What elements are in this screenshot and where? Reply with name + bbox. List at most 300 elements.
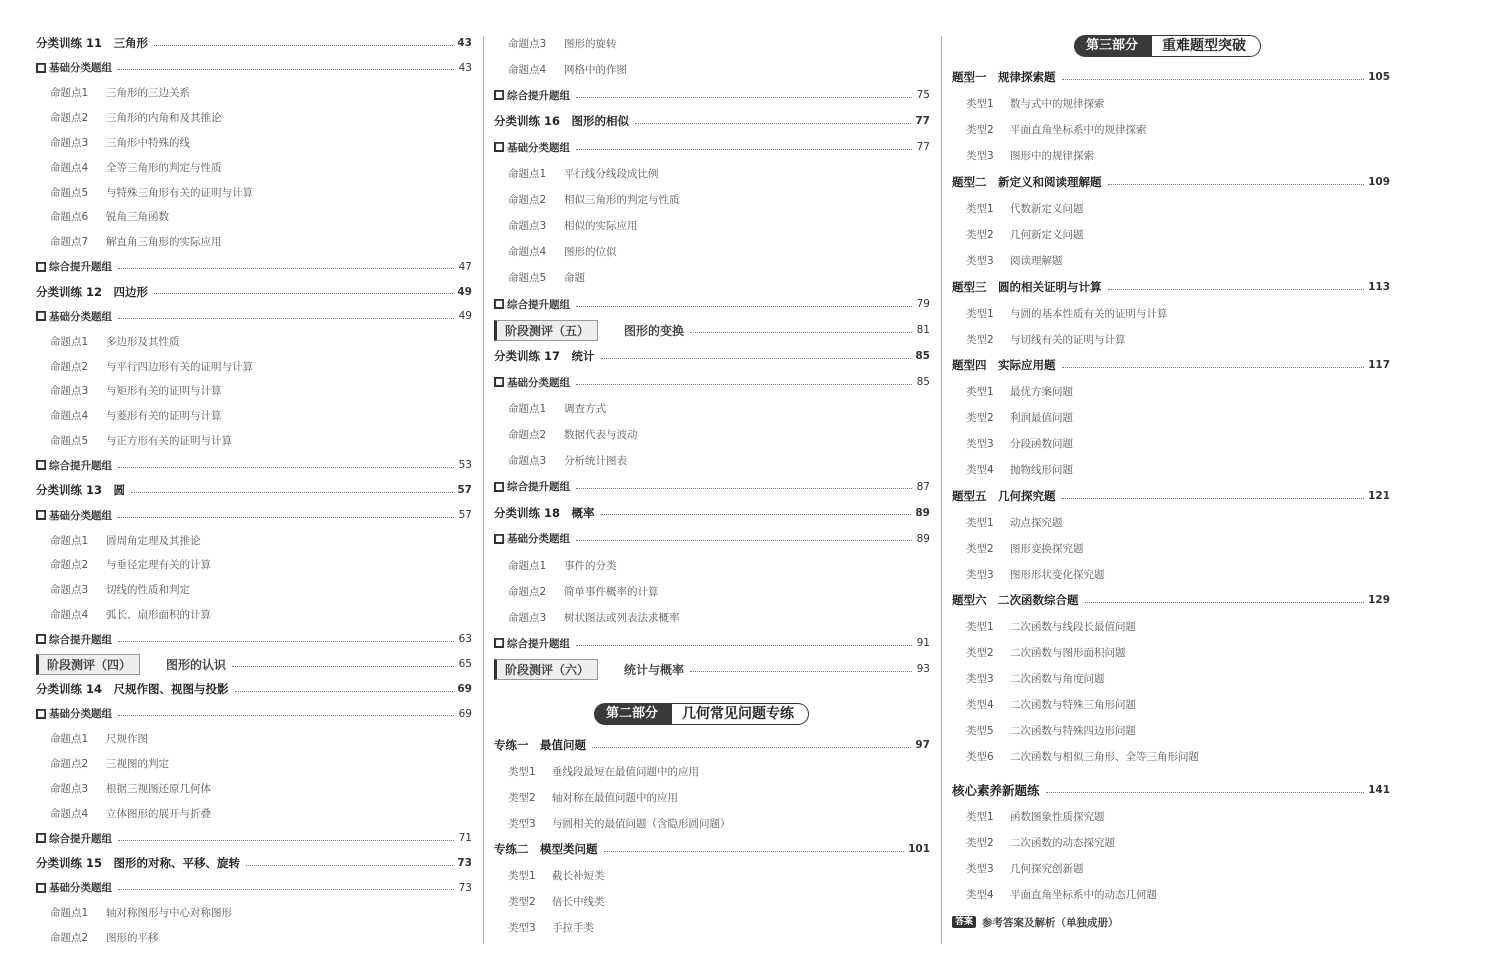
- toc-entry-label: [966, 253, 1063, 268]
- section-banner: [594, 701, 809, 727]
- toc-entry[interactable]: [494, 137, 930, 157]
- toc-entry[interactable]: [36, 207, 472, 227]
- toc-entry-label: [36, 309, 112, 324]
- dot-leader: [118, 840, 454, 841]
- toc-entry[interactable]: [952, 780, 1390, 800]
- toc-entry[interactable]: [952, 459, 1390, 479]
- group-marker-icon: ■: [495, 481, 503, 491]
- group-marker-icon: ■: [37, 634, 45, 644]
- entry-title: 最优方案问题: [1010, 385, 1073, 398]
- toc-entry-label: [508, 868, 605, 883]
- toc-entry[interactable]: [494, 372, 930, 392]
- entry-title: 尺规作图: [106, 733, 148, 746]
- page-number: 85: [915, 350, 930, 363]
- entry-title: 数与式中的规律探索: [1010, 97, 1105, 110]
- dot-leader: [601, 358, 912, 359]
- entry-title: 抛物线形问题: [1010, 463, 1073, 476]
- toc-entry[interactable]: [494, 398, 930, 418]
- toc-entry[interactable]: [494, 477, 930, 497]
- entry-title: 三视图的判定: [106, 758, 169, 771]
- toc-entry[interactable]: [494, 659, 930, 679]
- group-marker-icon: ■: [37, 510, 45, 520]
- toc-entry-label: [494, 348, 595, 364]
- toc-entry-label: [36, 508, 112, 523]
- entry-title: 调查方式: [564, 402, 606, 415]
- toc-entry[interactable]: [36, 431, 472, 451]
- toc-entry[interactable]: [952, 746, 1390, 766]
- toc-entry[interactable]: [36, 754, 472, 774]
- page-number: 93: [916, 663, 930, 676]
- toc-entry[interactable]: [36, 928, 472, 948]
- entry-title: 倍长中线类: [552, 895, 605, 908]
- toc-entry-label: [494, 505, 595, 521]
- toc-entry-label: [50, 806, 211, 821]
- toc-entry-label: [508, 427, 638, 442]
- group-marker-icon: ■: [37, 261, 45, 271]
- toc-entry[interactable]: [952, 119, 1390, 139]
- toc-entry-label: [36, 458, 112, 473]
- toc-entry[interactable]: [36, 33, 472, 53]
- toc-entry[interactable]: [36, 828, 472, 848]
- toc-entry[interactable]: [952, 694, 1390, 714]
- toc-entry[interactable]: [952, 93, 1390, 113]
- group-title: 基础分类题组: [49, 509, 112, 522]
- toc-entry[interactable]: [36, 853, 472, 873]
- section-banner: [1074, 33, 1261, 59]
- toc-entry[interactable]: [952, 172, 1390, 192]
- group-marker-icon: ■: [495, 377, 503, 387]
- entry-code: 命题点2: [50, 932, 89, 945]
- toc-entry-label: [966, 645, 1126, 660]
- toc-entry[interactable]: [952, 668, 1390, 688]
- toc-entry[interactable]: [952, 616, 1390, 636]
- toc-entry[interactable]: [952, 224, 1390, 244]
- toc-entry[interactable]: [494, 813, 930, 833]
- entry-code: 命题点5: [508, 272, 547, 285]
- toc-entry[interactable]: [36, 704, 472, 724]
- dot-leader: [118, 467, 454, 468]
- toc-entry-label: [50, 135, 190, 150]
- toc-entry[interactable]: [36, 505, 472, 525]
- toc-entry-label: [36, 681, 229, 697]
- toc-entry[interactable]: [36, 878, 472, 898]
- toc-entry-label: [36, 284, 148, 300]
- toc-entry-label: [494, 479, 570, 494]
- group-marker-icon: ■: [37, 882, 45, 892]
- dot-leader: [118, 517, 454, 518]
- toc-entry[interactable]: [36, 356, 472, 376]
- dot-leader: [1085, 602, 1365, 603]
- entry-title: 与特殊三角形有关的证明与计算: [106, 186, 253, 199]
- toc-entry-label: [36, 654, 226, 675]
- toc-entry[interactable]: [36, 58, 472, 78]
- entry-title: 专练二 模型类问题: [494, 842, 598, 856]
- entry-title: 根据三视图还原几何体: [106, 783, 211, 795]
- entry-title: 二次函数与特殊三角形问题: [1010, 698, 1136, 711]
- column-divider-right: [941, 36, 942, 944]
- toc-entry[interactable]: [36, 530, 472, 550]
- toc-entry[interactable]: [952, 858, 1390, 878]
- entry-title: 题型三 圆的相关证明与计算: [952, 280, 1102, 294]
- toc-entry[interactable]: [494, 294, 930, 314]
- toc-entry[interactable]: [36, 480, 472, 500]
- toc-entry-label: [508, 62, 627, 77]
- toc-entry[interactable]: [36, 455, 472, 475]
- entry-code: 类型1: [508, 869, 536, 882]
- toc-entry[interactable]: [952, 145, 1390, 165]
- toc-entry[interactable]: [952, 433, 1390, 453]
- entry-title: 树状图法或列表法求概率: [564, 611, 680, 624]
- entry-code: 命题点1: [508, 559, 547, 572]
- toc-entry-label: [966, 410, 1073, 425]
- entry-code: 类型1: [966, 307, 994, 320]
- toc-entry[interactable]: [952, 806, 1390, 826]
- toc-entry[interactable]: [494, 891, 930, 911]
- page-number: 57: [457, 484, 472, 497]
- toc-entry[interactable]: [952, 538, 1390, 558]
- entry-title: 与平行四边形有关的证明与计算: [106, 360, 253, 373]
- toc-entry[interactable]: [952, 884, 1390, 904]
- entry-code: 命题点1: [508, 402, 547, 415]
- entry-code: 类型1: [966, 810, 994, 823]
- toc-entry[interactable]: [952, 590, 1390, 610]
- dot-leader: [1108, 184, 1365, 185]
- toc-entry-label: [36, 482, 125, 498]
- entry-code: 命题点4: [508, 246, 547, 259]
- toc-entry-label: [952, 592, 1079, 608]
- page-number: 109: [1368, 176, 1390, 188]
- page-number: 57: [458, 509, 472, 522]
- page-number: 73: [457, 857, 472, 870]
- entry-code: 类型4: [966, 463, 994, 476]
- group-title: 基础分类题组: [49, 708, 112, 721]
- toc-entry[interactable]: [494, 839, 930, 859]
- entry-title: 弧长、扇形面积的计算: [106, 609, 211, 622]
- entry-title: 分类训练 18 概率: [494, 505, 595, 520]
- dot-leader: [1108, 289, 1365, 290]
- page-number: 85: [916, 376, 930, 389]
- toc-entry[interactable]: [36, 779, 472, 799]
- toc-entry-label: [36, 35, 148, 51]
- toc-entry-label: [952, 279, 1102, 295]
- toc-entry[interactable]: [36, 182, 472, 202]
- entry-title: 与正方形有关的证明与计算: [106, 435, 232, 448]
- toc-entry[interactable]: [494, 242, 930, 262]
- entry-title: 解直角三角形的实际应用: [106, 236, 222, 249]
- toc-entry[interactable]: [494, 787, 930, 807]
- entry-title: 与矩形有关的证明与计算: [106, 385, 222, 398]
- toc-entry[interactable]: [952, 407, 1390, 427]
- toc-entry-label: [508, 192, 680, 207]
- entry-title: 手拉手类: [552, 921, 594, 934]
- toc-entry[interactable]: [36, 83, 472, 103]
- dot-leader: [118, 889, 454, 890]
- toc-entry-label: [50, 209, 169, 224]
- toc-entry[interactable]: [952, 486, 1390, 506]
- entry-title: 图形的平移: [106, 932, 159, 945]
- entry-title: 几何探究创新题: [1010, 862, 1084, 875]
- page-number: 53: [458, 459, 472, 472]
- entry-code: 类型3: [966, 862, 994, 875]
- entry-title: 与菱形有关的证明与计算: [106, 410, 222, 423]
- toc-entry[interactable]: [494, 268, 930, 288]
- entry-code: 类型1: [508, 765, 536, 778]
- page-number: 65: [458, 658, 472, 671]
- entry-code: 类型2: [966, 836, 994, 849]
- toc-entry[interactable]: [36, 157, 472, 177]
- toc-entry[interactable]: [494, 917, 930, 937]
- entry-title: 分类训练 16 图形的相似: [494, 114, 630, 129]
- toc-entry[interactable]: [36, 803, 472, 823]
- stage-test-title: 统计与概率: [624, 662, 685, 677]
- toc-entry-label: [508, 166, 659, 181]
- page-number: 71: [458, 832, 472, 845]
- toc-entry[interactable]: [494, 59, 930, 79]
- group-marker-icon: ■: [37, 62, 45, 72]
- toc-entry[interactable]: [36, 108, 472, 128]
- entry-title: 分类训练 11 三角形: [36, 36, 149, 50]
- toc-entry[interactable]: [494, 761, 930, 781]
- toc-entry[interactable]: [36, 406, 472, 426]
- dot-leader: [576, 488, 912, 489]
- toc-entry-label: [966, 515, 1063, 530]
- toc-entry[interactable]: [494, 529, 930, 549]
- page-number: 73: [458, 881, 472, 894]
- toc-entry[interactable]: [952, 912, 1390, 932]
- stage-test-title: 图形的变换: [624, 323, 685, 338]
- toc-entry[interactable]: [952, 277, 1390, 297]
- group-marker-icon: ■: [495, 299, 503, 308]
- toc-entry[interactable]: [494, 33, 930, 53]
- toc-entry-label: [50, 731, 148, 746]
- dot-leader: [118, 268, 454, 269]
- entry-title: 图形变换探究题: [1010, 542, 1084, 555]
- entry-code: 类型3: [966, 568, 994, 581]
- toc-entry[interactable]: [36, 331, 472, 351]
- page-number: 69: [457, 683, 472, 696]
- toc-entry-label: [494, 113, 629, 129]
- entry-code: 命题点2: [508, 429, 547, 441]
- entry-code: 命题点1: [50, 335, 89, 348]
- entry-code: 类型3: [508, 817, 536, 830]
- toc-entry-label: [966, 332, 1126, 347]
- group-marker-icon: ■: [37, 708, 45, 718]
- toc-entry-label: [36, 855, 240, 871]
- toc-entry[interactable]: [36, 605, 472, 625]
- group-marker-icon: ■: [495, 90, 503, 100]
- toc-entry-label: [494, 531, 570, 546]
- entry-code: 类型3: [966, 254, 994, 267]
- toc-entry-label: [952, 781, 1040, 799]
- toc-entry[interactable]: [36, 132, 472, 152]
- toc-entry-label: [494, 737, 586, 753]
- toc-entry-label: [966, 697, 1136, 712]
- entry-code: 类型2: [966, 542, 994, 555]
- section-title: 重难题型突破: [1152, 35, 1261, 57]
- stage-test-title: 图形的认识: [166, 657, 227, 672]
- toc-entry[interactable]: [494, 555, 930, 575]
- toc-entry[interactable]: [952, 329, 1390, 349]
- entry-code: 类型1: [966, 516, 994, 529]
- entry-title: 图形的位似: [564, 246, 617, 259]
- toc-entry-label: [36, 706, 112, 721]
- toc-entry-label: [508, 920, 594, 935]
- toc-entry[interactable]: [36, 257, 472, 277]
- entry-code: 命题点1: [508, 168, 547, 180]
- entry-title: 题型四 实际应用题: [952, 358, 1056, 372]
- toc-entry[interactable]: [952, 720, 1390, 740]
- entry-code: 命题点2: [50, 112, 89, 125]
- toc-entry[interactable]: [494, 633, 930, 653]
- toc-entry[interactable]: [952, 381, 1390, 401]
- group-title: 综合提升题组: [507, 637, 570, 650]
- group-marker-icon: ■: [37, 833, 45, 843]
- entry-code: 命题点7: [50, 236, 89, 249]
- toc-entry[interactable]: [494, 190, 930, 210]
- toc-entry[interactable]: [494, 581, 930, 601]
- page-number: 79: [916, 298, 930, 310]
- toc-entry[interactable]: [494, 216, 930, 236]
- group-title: 基础分类题组: [507, 533, 570, 546]
- toc-entry[interactable]: [952, 642, 1390, 662]
- entry-title: 立体图形的展开与折叠: [106, 807, 211, 820]
- entry-title: 截长补短类: [552, 869, 605, 882]
- toc-entry[interactable]: [494, 425, 930, 445]
- toc-entry-label: [966, 227, 1084, 242]
- toc-entry[interactable]: [36, 629, 472, 649]
- dot-leader: [1046, 792, 1365, 793]
- toc-entry-label: [952, 69, 1056, 85]
- entry-title: 函数图象性质探究题: [1010, 810, 1105, 823]
- page-number: 49: [458, 310, 472, 323]
- toc-entry[interactable]: [494, 85, 930, 105]
- toc-entry[interactable]: [952, 355, 1390, 375]
- dot-leader: [576, 149, 912, 150]
- entry-title: 三角形中特殊的线: [106, 136, 190, 149]
- toc-entry-label: [508, 558, 617, 573]
- toc-entry-label: [50, 383, 222, 398]
- toc-entry[interactable]: [494, 865, 930, 885]
- page-number: 117: [1368, 359, 1390, 371]
- entry-title: 题型一 规律探索题: [952, 70, 1056, 84]
- toc-entry[interactable]: [36, 306, 472, 326]
- entry-title: 分析统计图表: [564, 455, 627, 468]
- dot-leader: [576, 97, 912, 98]
- entry-title: 几何新定义问题: [1010, 228, 1084, 241]
- entry-title: 垂线段最短在最值问题中的应用: [552, 765, 699, 778]
- entry-code: 命题点3: [50, 136, 89, 149]
- entry-code: 类型2: [508, 895, 536, 908]
- group-title: 综合提升题组: [507, 89, 570, 102]
- toc-entry-label: [966, 749, 1199, 764]
- entry-code: 命题点5: [50, 435, 89, 448]
- dot-leader: [690, 332, 912, 333]
- entry-code: 类型3: [508, 921, 536, 934]
- dot-leader: [118, 715, 454, 716]
- group-title: 综合提升题组: [49, 459, 112, 472]
- dot-leader: [576, 306, 912, 307]
- toc-entry[interactable]: [36, 654, 472, 674]
- toc-entry[interactable]: [494, 164, 930, 184]
- toc-entry-label: [50, 582, 190, 597]
- toc-entry[interactable]: [36, 555, 472, 575]
- toc-entry-label: [508, 790, 678, 805]
- toc-entry[interactable]: [952, 512, 1390, 532]
- toc-entry[interactable]: [952, 303, 1390, 323]
- toc-entry[interactable]: [36, 903, 472, 923]
- group-marker-icon: ■: [495, 638, 503, 648]
- page-number: 49: [457, 285, 472, 298]
- stage-test-label: 阶段测评（四）: [36, 654, 140, 675]
- dot-leader: [576, 384, 912, 385]
- toc-entry-label: [36, 880, 112, 895]
- toc-entry[interactable]: [36, 580, 472, 600]
- toc-entry-label: [966, 96, 1105, 111]
- entry-code: 命题点1: [50, 534, 89, 547]
- entry-code: 类型6: [966, 750, 994, 763]
- entry-title: 圆周角定理及其推论: [106, 534, 201, 547]
- toc-entry[interactable]: [36, 282, 472, 302]
- toc-entry[interactable]: [494, 607, 930, 627]
- toc-entry[interactable]: [952, 198, 1390, 218]
- toc-entry-label: [966, 306, 1168, 321]
- toc-entry-label: [966, 887, 1157, 902]
- entry-code: 类型1: [966, 97, 994, 110]
- group-title: 基础分类题组: [507, 376, 570, 389]
- entry-code: 命题点5: [50, 186, 89, 199]
- entry-code: 类型2: [966, 123, 994, 136]
- dot-leader: [131, 492, 453, 493]
- toc-entry[interactable]: [494, 735, 930, 755]
- toc-entry[interactable]: [36, 729, 472, 749]
- entry-title: 二次函数与图形面积问题: [1010, 646, 1126, 659]
- entry-code: 命题点1: [50, 87, 89, 100]
- toc-entry-label: [508, 584, 659, 599]
- toc-entry[interactable]: [952, 564, 1390, 584]
- group-title: 基础分类题组: [49, 882, 112, 895]
- entry-title: 分类训练 14 尺规作图、视图与投影: [36, 682, 229, 697]
- toc-entry[interactable]: [494, 451, 930, 471]
- toc-entry-label: [508, 401, 606, 416]
- toc-entry[interactable]: [952, 250, 1390, 270]
- toc-entry[interactable]: [36, 381, 472, 401]
- page-number: 87: [916, 480, 930, 493]
- toc-entry[interactable]: [952, 832, 1390, 852]
- dot-leader: [118, 641, 454, 642]
- entry-title: 事件的分类: [564, 559, 617, 572]
- page-number: 75: [916, 89, 930, 102]
- column-divider-left: [483, 36, 484, 944]
- toc-entry-label: [50, 533, 201, 548]
- group-title: 综合提升题组: [507, 298, 570, 311]
- entry-code: 命题点2: [508, 585, 547, 598]
- toc-entry[interactable]: [494, 503, 930, 523]
- entry-code: 类型3: [966, 437, 994, 450]
- toc-entry[interactable]: [494, 320, 930, 340]
- entry-title: 图形中的规律探索: [1010, 149, 1094, 162]
- entry-code: 命题点4: [508, 63, 547, 76]
- group-marker-icon: ■: [37, 460, 45, 470]
- entry-code: 命题点4: [50, 161, 89, 174]
- toc-entry[interactable]: [36, 232, 472, 252]
- toc-entry[interactable]: [952, 67, 1390, 87]
- section-part-label: 第三部分: [1074, 35, 1152, 57]
- toc-entry-label: [36, 831, 112, 846]
- toc-entry[interactable]: [36, 679, 472, 699]
- toc-entry[interactable]: [494, 111, 930, 131]
- group-title: 综合提升题组: [49, 633, 112, 646]
- toc-entry[interactable]: [494, 346, 930, 366]
